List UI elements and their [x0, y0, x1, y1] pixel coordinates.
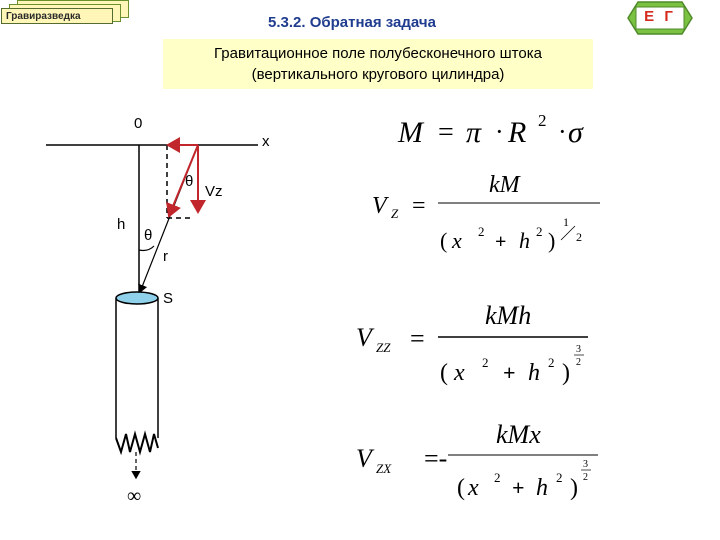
angle-label-bottom: θ	[144, 227, 153, 244]
vzx-sub: ZX	[376, 461, 392, 476]
mass-dot-1: ·	[495, 117, 504, 146]
vzz-x: x	[454, 360, 465, 386]
page-title: 5.3.2. Обратная задача	[268, 14, 436, 31]
formula-vz	[372, 172, 600, 253]
vzz-h-exp: 2	[548, 355, 555, 370]
formula-vzz	[356, 301, 588, 386]
vzx-x: x	[468, 475, 479, 501]
corner-badge-label: Е Г	[644, 8, 676, 25]
angle-label-top: θ	[185, 173, 194, 190]
mass-pi: π	[466, 116, 482, 149]
vz-sub: Z	[391, 206, 399, 221]
mass-eq: =	[438, 117, 454, 148]
vz-x: x	[452, 228, 462, 253]
vzx-eq: =-	[424, 444, 448, 473]
g-vector	[169, 145, 198, 216]
vz-label: Vz	[205, 183, 223, 200]
vz-lparen: (	[440, 228, 448, 253]
subtitle-line-1: Гравитационное поле полубесконечного штока	[214, 45, 542, 62]
vzx-rparen: )	[570, 475, 578, 501]
mass-sigma: σ	[568, 116, 583, 149]
vz-eq: =	[412, 193, 426, 219]
vz-rparen: )	[548, 228, 556, 253]
vz-lhs: V	[372, 193, 387, 219]
vzz-h: h	[528, 360, 540, 386]
vz-h-exp: 2	[536, 224, 543, 239]
vzz-rparen: )	[562, 360, 570, 386]
r-label: r	[163, 248, 168, 265]
formula-mass	[397, 111, 584, 149]
cylinder-top-cap	[116, 292, 158, 304]
vzx-h-exp: 2	[556, 470, 563, 485]
vzz-plus: +	[503, 360, 516, 385]
mass-dot-2: ·	[558, 117, 567, 146]
vzx-x-exp: 2	[494, 470, 501, 485]
x-axis-label: x	[262, 133, 270, 150]
vzz-exp-num: 3	[576, 344, 581, 355]
cylinder-break-zigzag	[116, 434, 158, 452]
vz-exp-num: 1	[563, 215, 569, 229]
mass-lhs: M	[398, 116, 423, 149]
vz-plus: +	[495, 231, 507, 253]
vz-exp-den: 2	[576, 230, 582, 244]
angle-arc-bottom	[139, 246, 154, 251]
cylinder-s-label: S	[163, 290, 174, 307]
mass-R: R	[508, 116, 527, 149]
vzx-plus: +	[512, 475, 525, 500]
section-tab-label: Гравиразведка	[1, 8, 113, 24]
vz-h: h	[519, 228, 530, 253]
vzz-eq: =	[410, 324, 425, 353]
vzx-num: kMx	[496, 420, 541, 449]
mass-exp: 2	[538, 111, 547, 130]
vzx-exp-num: 3	[583, 459, 588, 470]
vz-num: kM	[489, 172, 520, 198]
subtitle-line-2: (вертикального кругового цилиндра)	[251, 66, 505, 83]
formula-vzx	[356, 420, 598, 501]
vzz-num: kMh	[485, 301, 532, 330]
infinity-label: ∞	[127, 485, 142, 507]
vz-x-exp: 2	[478, 224, 485, 239]
vzx-lhs: V	[356, 444, 372, 473]
vzz-lhs: V	[356, 323, 372, 352]
origin-label: 0	[134, 115, 143, 132]
vzz-lparen: (	[440, 360, 448, 386]
vzz-sub: ZZ	[376, 340, 391, 355]
depth-label: h	[117, 216, 126, 233]
vzx-lparen: (	[457, 475, 465, 501]
vzz-exp-den: 2	[576, 357, 581, 368]
vzz-x-exp: 2	[482, 355, 489, 370]
vzx-h: h	[536, 475, 548, 501]
vzx-exp-den: 2	[583, 472, 588, 483]
